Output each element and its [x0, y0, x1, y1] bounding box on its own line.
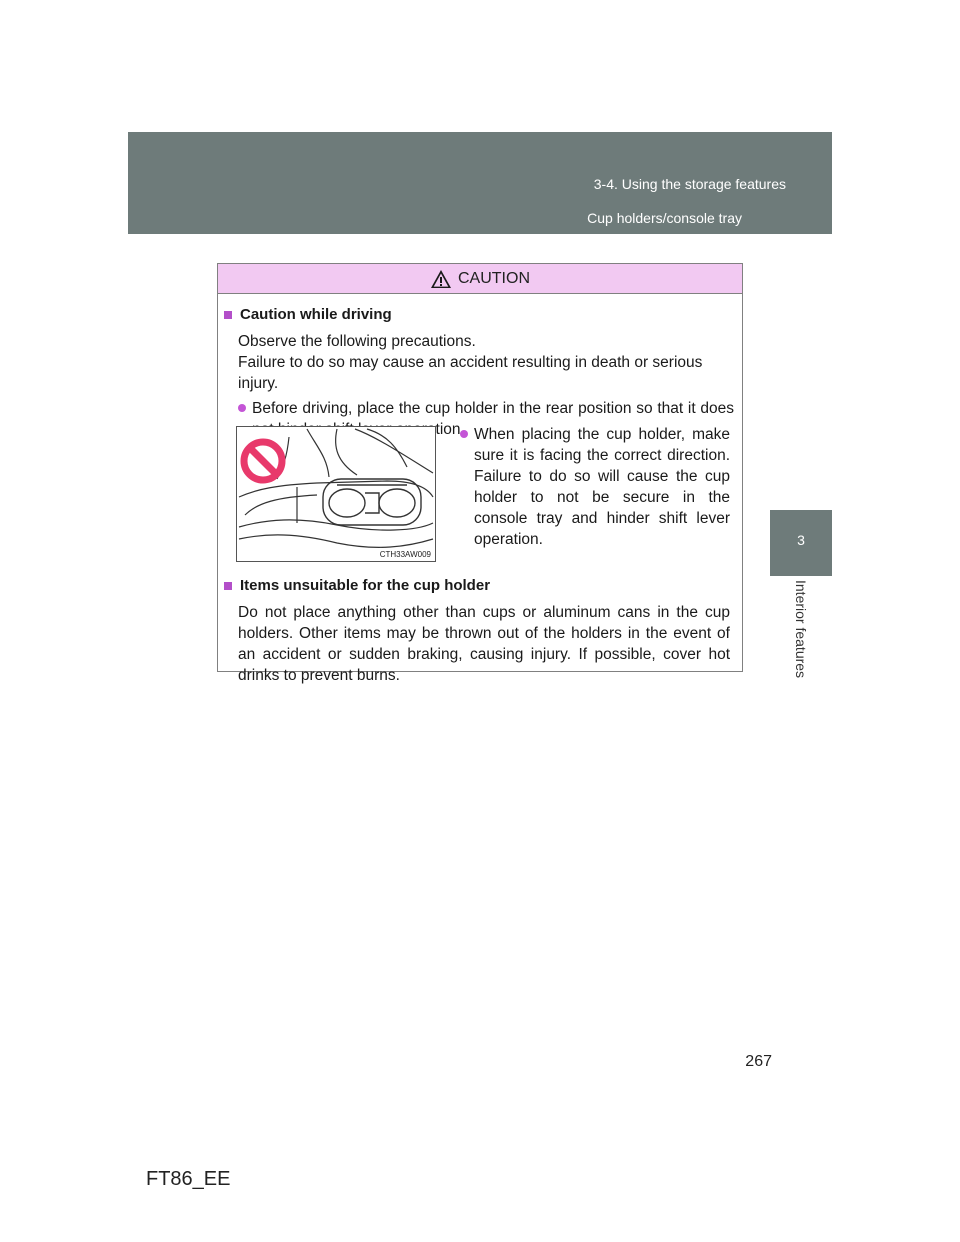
- warning-triangle-icon: [430, 269, 452, 289]
- square-bullet-icon: [224, 582, 232, 590]
- caution-section-unsuitable-items: [222, 577, 738, 686]
- intro-line-2: Failure to do so may cause an accident resulting in death or serious injury.: [238, 354, 703, 392]
- section-heading-text: Caution while driving: [240, 306, 392, 323]
- page-number: 267: [745, 1053, 772, 1070]
- bullet-text: When placing the cup holder, make sure it is facing the correct direction. Failure to do so will cause the cup holder to not be secure in the console tray and hinder shift lever operation.: [474, 426, 730, 548]
- section-body: Do not place anything other than cups or aluminum cans in the cup holders. Other items may be thrown out of the holders in the event of an accident or sudden braking, causing injury. If possible, cover hot drinks to prevent burns.: [238, 604, 730, 684]
- console-drawing-icon: [237, 427, 435, 561]
- caution-box: [217, 263, 743, 684]
- section-heading: [222, 306, 738, 323]
- bullet-dot-icon: [238, 404, 246, 412]
- chapter-title: Interior features: [793, 580, 809, 679]
- cup-holder-illustration: [236, 426, 436, 562]
- section-heading-text: Items unsuitable for the cup holder: [240, 577, 491, 594]
- bullet-text: Before driving, place the cup holder in the rear position so that it does: [252, 400, 734, 417]
- caution-header: [218, 264, 742, 294]
- subsection-title: Cup holders/console tray: [587, 210, 742, 226]
- illustration-code: CTH33AW009: [379, 550, 431, 559]
- bullet-item: [460, 424, 730, 550]
- caution-title: CAUTION: [458, 269, 530, 287]
- caution-section-driving: [222, 306, 738, 440]
- document-code: FT86_EE: [146, 1168, 231, 1190]
- chapter-number: 3: [797, 532, 805, 548]
- square-bullet-icon: [224, 311, 232, 319]
- section-heading: [222, 577, 738, 594]
- header-band: [128, 132, 832, 234]
- bullet-dot-icon: [460, 430, 468, 438]
- intro-line-1: Observe the following precautions.: [238, 333, 476, 350]
- chapter-tab: [770, 510, 832, 576]
- section-title: 3-4. Using the storage features: [593, 176, 786, 192]
